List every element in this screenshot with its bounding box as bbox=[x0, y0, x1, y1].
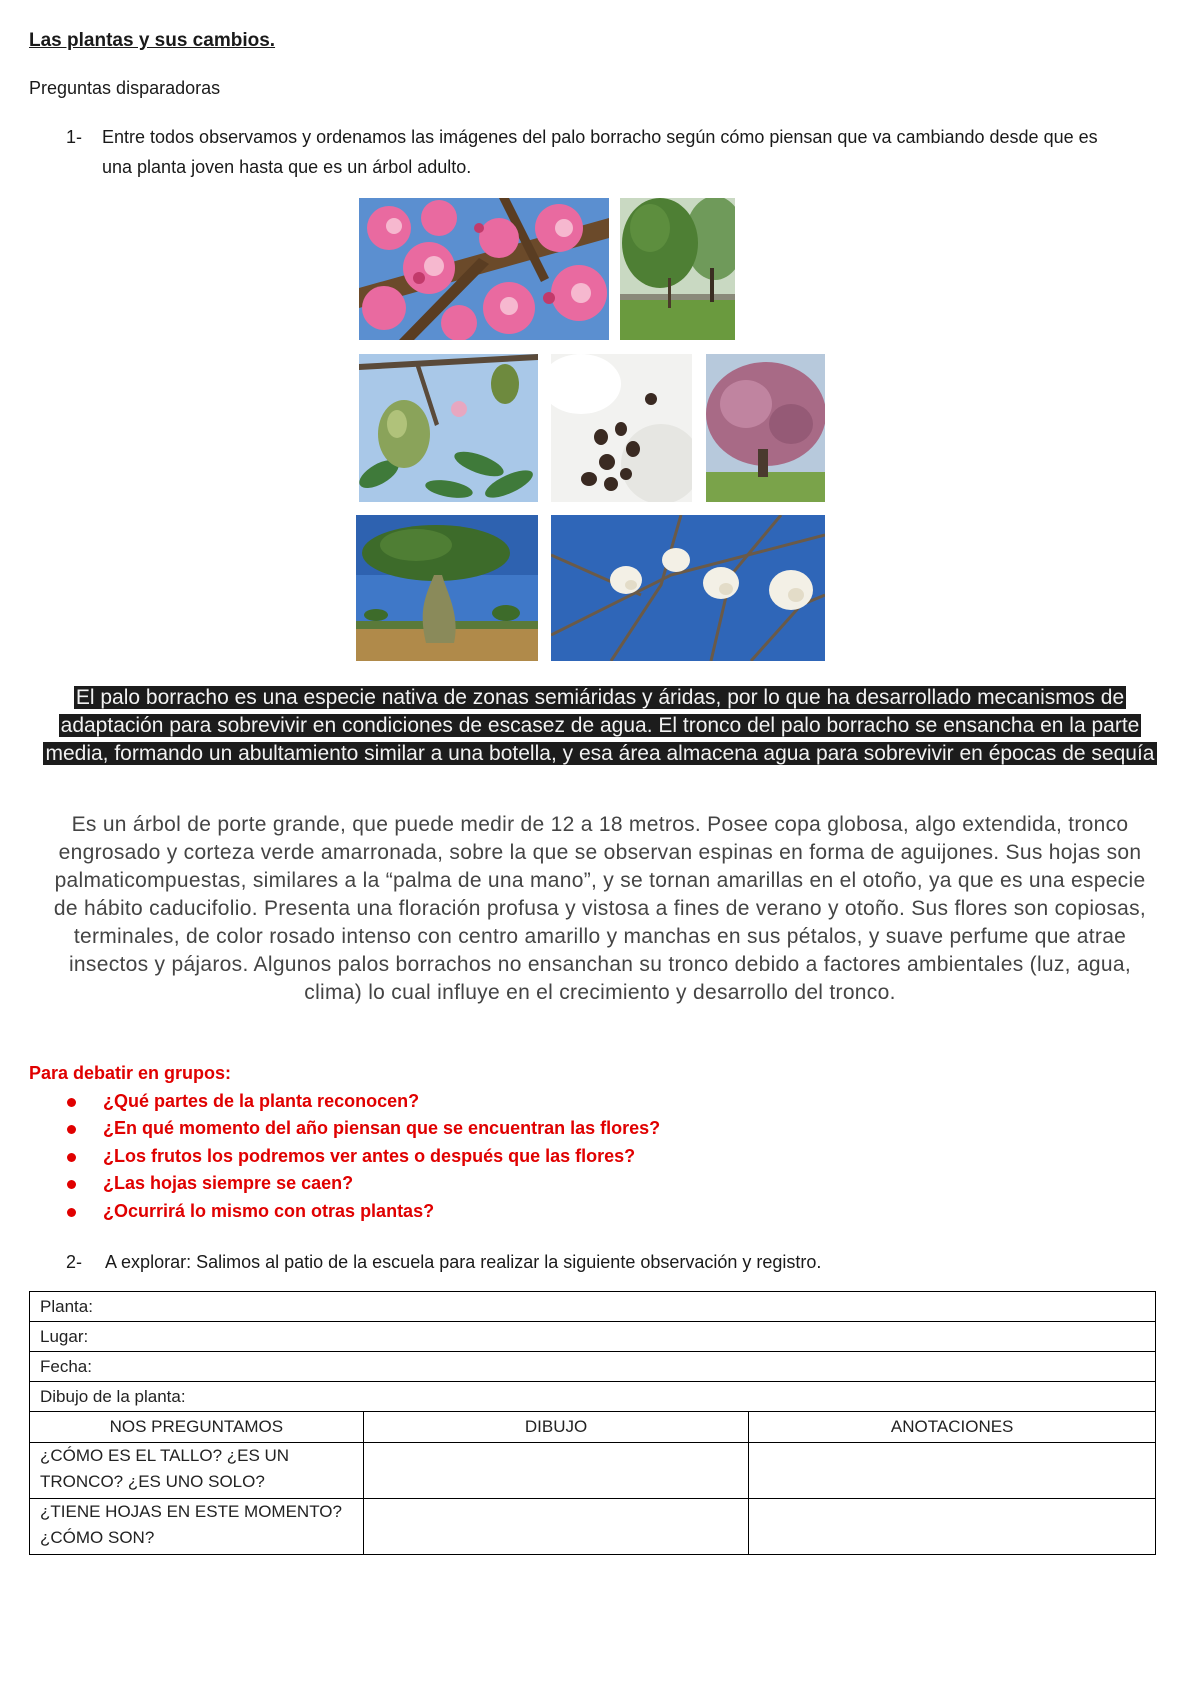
header-preguntamos: NOS PREGUNTAMOS bbox=[30, 1412, 364, 1443]
highlighted-paragraph bbox=[34, 684, 1166, 768]
page-title: Las plantas y sus cambios. bbox=[29, 30, 276, 51]
question-2 bbox=[66, 1247, 821, 1277]
debate-item: ¿Las hojas siempre se caen? bbox=[29, 1170, 660, 1198]
debate-item: ¿En qué momento del año piensan que se encuentran las flores? bbox=[29, 1115, 660, 1143]
debate-section bbox=[29, 1060, 660, 1225]
header-dibujo: DIBUJO bbox=[363, 1412, 749, 1443]
header-anotaciones: ANOTACIONES bbox=[749, 1412, 1156, 1443]
question-number: 1- bbox=[66, 127, 83, 147]
question-number: 2- bbox=[66, 1252, 83, 1272]
bullet-icon bbox=[67, 1153, 76, 1162]
young-tree-photo bbox=[620, 198, 735, 340]
place-field[interactable]: Lugar: bbox=[30, 1322, 1156, 1352]
row-question: ¿CÓMO ES EL TALLO? ¿ES UN TRONCO? ¿ES UNO SOLO? bbox=[30, 1443, 364, 1499]
open-fruits-cotton-photo bbox=[551, 515, 825, 661]
bullet-icon bbox=[67, 1208, 76, 1217]
description-paragraph: Es un árbol de porte grande, que puede medir de 12 a 18 metros. Posee copa globosa, algo extendida, tronco engrosado y corteza verde amarronada, sobre la que se observan espinas en forma de aguijones. Sus hojas son palmaticompuestas, similares a la “palma de una mano”, y se tornan amarillas en el otoño, ya que es una especie de hábito caducifolio. Presenta una floración profusa y vistosa a fines de verano y otoño. Sus flores son copiosas, terminales, de color rosado intenso con centro amarillo y manchas en sus pétalos, y suave perfume que atrae insectos y pájaros. Algunos palos borrachos no ensanchan su tronco debido a factores ambientales (luz, agua, clima) lo cual influye en el crecimiento y desarrollo del tronco. bbox=[53, 813, 1147, 1004]
plant-field[interactable]: Planta: bbox=[30, 1292, 1156, 1322]
seeds-cotton-photo bbox=[551, 354, 692, 502]
bullet-icon bbox=[67, 1180, 76, 1189]
debate-list bbox=[29, 1088, 660, 1226]
bullet-icon bbox=[67, 1098, 76, 1107]
row-notes-cell[interactable] bbox=[749, 1499, 1156, 1555]
row-drawing-cell[interactable] bbox=[363, 1443, 749, 1499]
highlight-text: El palo borracho es una especie nativa de zonas semiáridas y áridas, por lo que ha desarrollado mecanismos de adaptación para sobrevivir en condiciones de escasez de agua. El tronco del palo borracho se ensancha en la parte media, formando un abultamiento similar a una botella, y esa área almacena agua para sobrevivir en épocas de sequía bbox=[45, 686, 1155, 765]
row-question: ¿TIENE HOJAS EN ESTE MOMENTO? ¿CÓMO SON? bbox=[30, 1499, 364, 1555]
row-drawing-cell[interactable] bbox=[363, 1499, 749, 1555]
date-field[interactable]: Fecha: bbox=[30, 1352, 1156, 1382]
bullet-icon bbox=[67, 1125, 76, 1134]
green-fruit-photo bbox=[359, 354, 538, 502]
pink-blooming-tree-photo bbox=[706, 354, 825, 502]
plant-drawing-field[interactable]: Dibujo de la planta: bbox=[30, 1382, 1156, 1412]
question-1 bbox=[66, 122, 1126, 182]
page-subtitle: Preguntas disparadoras bbox=[29, 78, 221, 98]
observation-table bbox=[29, 1291, 1156, 1555]
debate-heading: Para debatir en grupos: bbox=[29, 1063, 232, 1083]
debate-item: ¿Ocurrirá lo mismo con otras plantas? bbox=[29, 1198, 660, 1226]
debate-item: ¿Qué partes de la planta reconocen? bbox=[29, 1088, 660, 1116]
row-notes-cell[interactable] bbox=[749, 1443, 1156, 1499]
question-text: A explorar: Salimos al patio de la escuela para realizar la siguiente observación y registro. bbox=[105, 1252, 822, 1272]
pink-flowers-photo bbox=[359, 198, 609, 340]
debate-item: ¿Los frutos los podremos ver antes o después que las flores? bbox=[29, 1143, 660, 1171]
bottle-tree-photo bbox=[356, 515, 538, 661]
question-text: Entre todos observamos y ordenamos las imágenes del palo borracho según cómo piensan que va cambiando desde que es una planta joven hasta que es un árbol adulto. bbox=[102, 127, 1098, 177]
